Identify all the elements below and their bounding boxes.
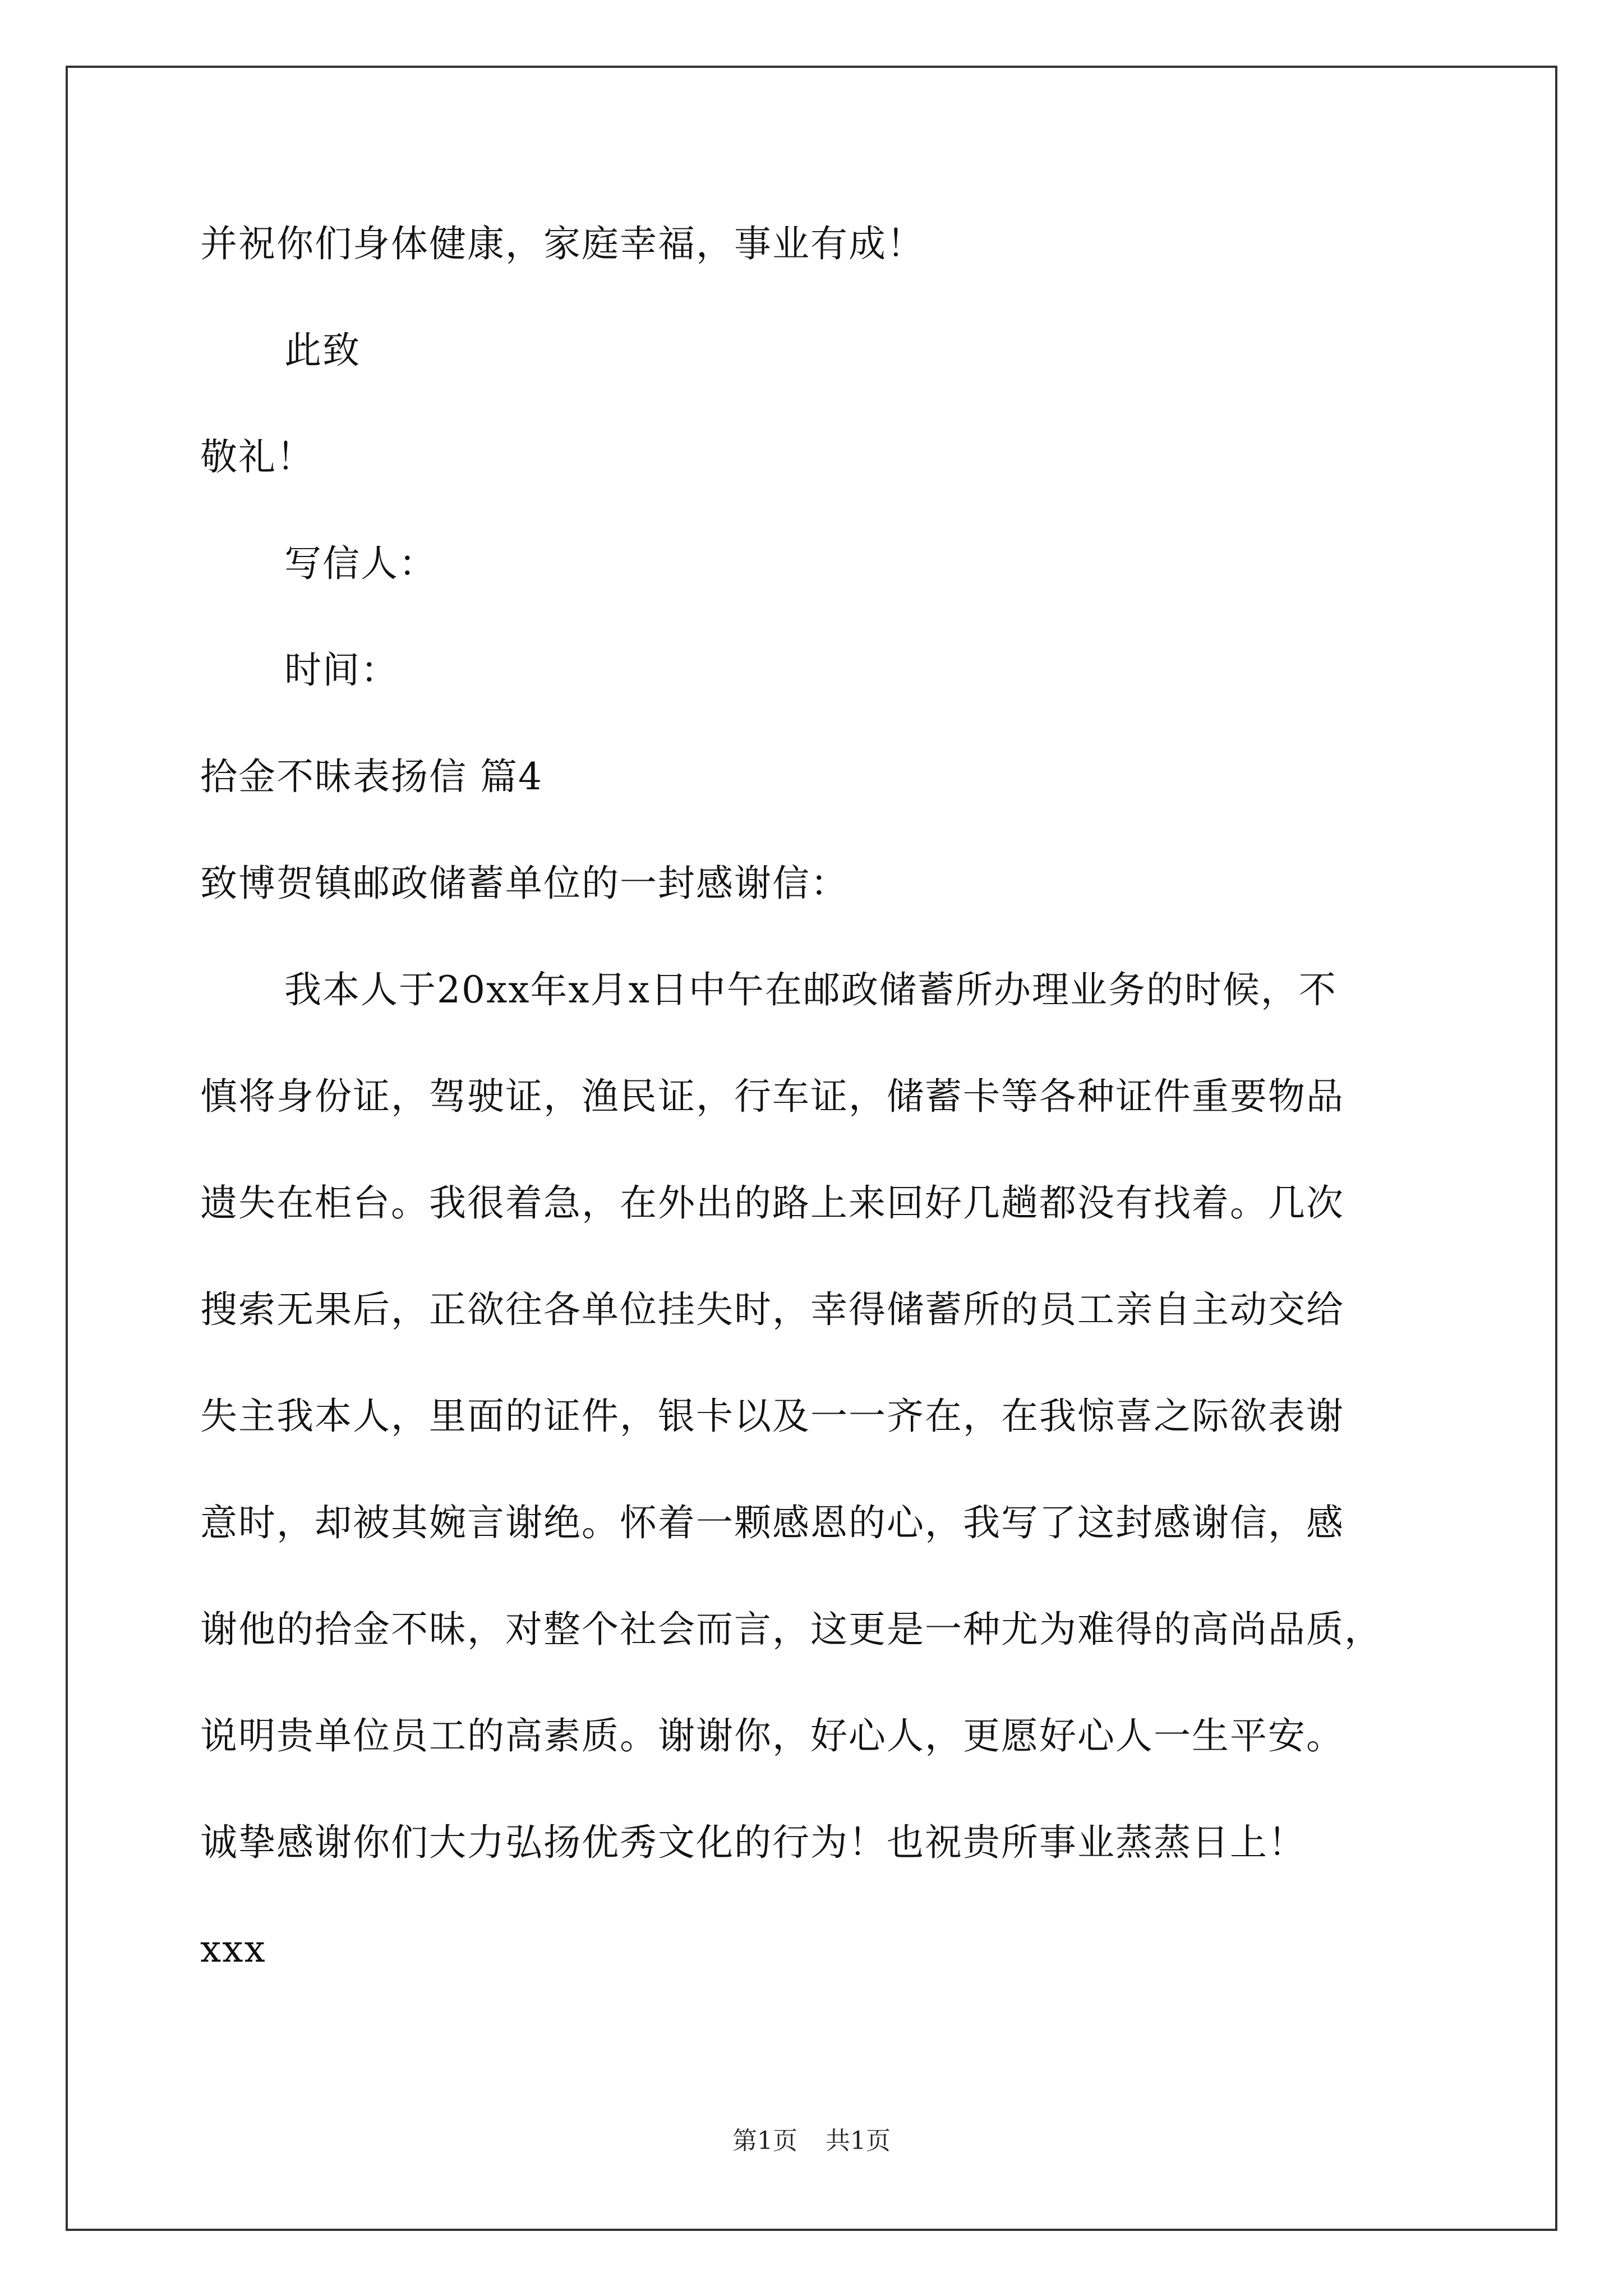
text-line-writer: 写信人：	[284, 542, 437, 585]
paragraph-line: 遗失在柜台。我很着急，在外出的路上来回好几趟都没有找着。几次	[200, 1181, 1344, 1225]
paragraph-line: 慎将身份证，驾驶证，渔民证，行车证，储蓄卡等各种证件重要物品	[200, 1075, 1344, 1118]
paragraph-line: 失主我本人，里面的证件，银卡以及一一齐在，在我惊喜之际欲表谢	[200, 1395, 1344, 1438]
page-number-current: 第1页	[732, 2127, 797, 2155]
page-number-total: 共1页	[826, 2127, 891, 2155]
paragraph-line: 诚挚感谢你们大力弘扬优秀文化的行为！也祝贵所事业蒸蒸日上！	[200, 1821, 1306, 1864]
paragraph-line: 我本人于20xx年x月x日中午在邮政储蓄所办理业务的时候，不	[284, 968, 1337, 1011]
text-line-closing-wish: 并祝你们身体健康，家庭幸福，事业有成！	[200, 222, 925, 265]
page-footer	[0, 2120, 1623, 2156]
text-line-date: 时间：	[284, 648, 399, 692]
paragraph-line: 搜索无果后，正欲往各单位挂失时，幸得储蓄所的员工亲自主动交给	[200, 1288, 1344, 1331]
section-heading: 拾金不昧表扬信 篇4	[200, 755, 543, 798]
paragraph-line: 说明贵单位员工的高素质。谢谢你，好心人，更愿好心人一生平安。	[200, 1714, 1344, 1757]
text-line-regards: 敬礼！	[200, 435, 315, 478]
signature-line: xxx	[200, 1927, 266, 1971]
text-line-salutation: 此致	[284, 329, 361, 372]
letter-recipient: 致博贺镇邮政储蓄单位的一封感谢信：	[200, 862, 849, 905]
paragraph-line: 意时，却被其婉言谢绝。怀着一颗感恩的心，我写了这封感谢信，感	[200, 1501, 1344, 1544]
document-body	[200, 191, 1434, 2003]
paragraph-line: 谢他的拾金不昧，对整个社会而言，这更是一种尤为难得的高尚品质，	[200, 1608, 1382, 1651]
